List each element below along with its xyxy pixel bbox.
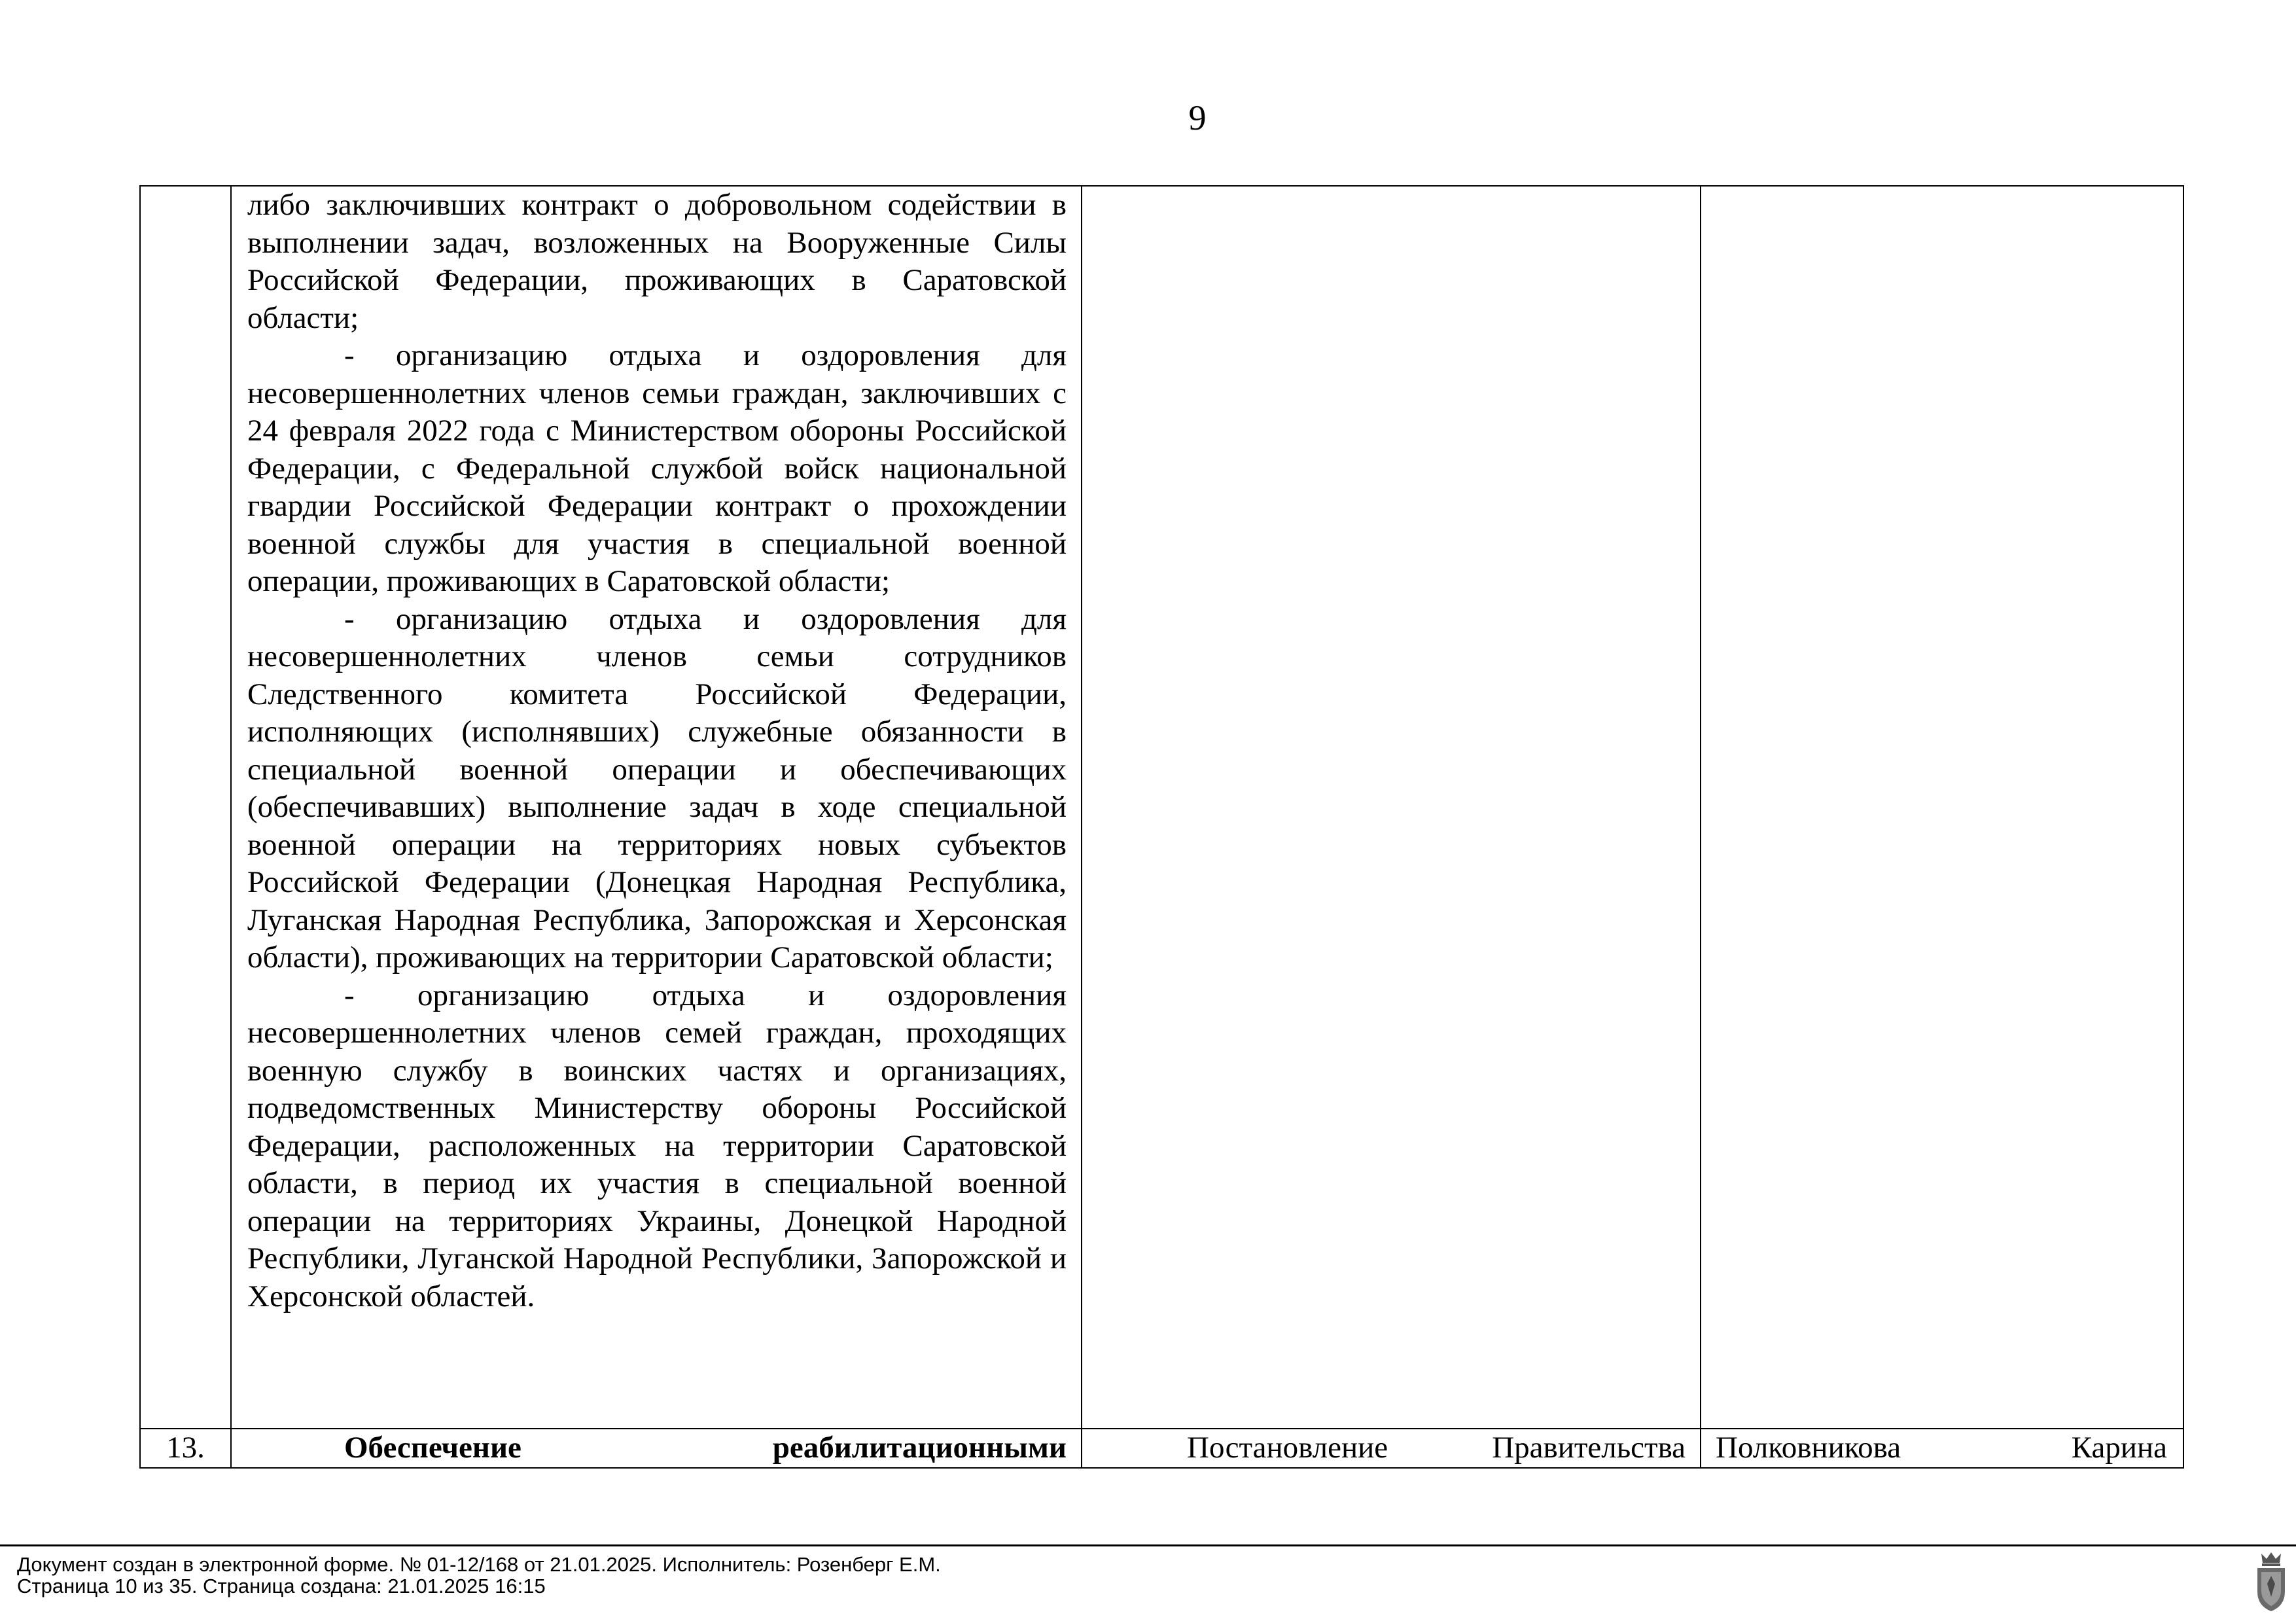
measure-paragraph: либо заключивших контракт о добровольном содействии в выполнении задач, возложенных на Вооруженные Силы Российской Федерации, проживающих в Саратовской области; <box>247 188 1067 335</box>
footer-document-info: Документ создан в электронной форме. № 01-12/168 от 21.01.2025. Исполнитель: Розенберг Е.М. <box>17 1553 941 1576</box>
act-cell <box>1082 1429 1701 1468</box>
measure-paragraph: - организацию отдыха и оздоровления несовершеннолетних членов семей граждан, проходящих военную службу в воинских частях и организациях, подведомственных Министерству обороны Российской Федерации, расположенных на территории Саратовской области, в период их участия в специальной военной операции на территориях Украины, Донецкой Народной Республики, Луганской Народной Республики, Запорожской и Херсонской областей. <box>247 978 1067 1313</box>
responsible-cell <box>1701 186 2183 1429</box>
coat-of-arms-icon <box>2255 1551 2287 1613</box>
table-row <box>140 186 2183 1429</box>
measures-table <box>139 185 2184 1469</box>
table-row <box>140 1429 2183 1468</box>
measure-paragraph: - организацию отдыха и оздоровления для несовершеннолетних членов семьи сотрудников Следственного комитета Российской Федерации, исполняющих (исполнявших) служебные обязанности в специальной военной операции и обеспечивающих (обеспечивавших) выполнение задач в ходе специальной военной операции на территориях новых субъектов Российской Федерации (Донецкая Народная Республика, Луганская Народная Республика, Запорожская и Херсонская области), проживающих на территории Саратовской области; <box>247 601 1067 974</box>
act-cell <box>1082 186 1701 1429</box>
measure-cell <box>231 1429 1082 1468</box>
responsible-text: Полковникова Карина <box>1716 1431 2167 1465</box>
measure-paragraph: - организацию отдыха и оздоровления для несовершеннолетних членов семьи граждан, заключивших с 24 февраля 2022 года с Министерством обороны Российской Федерации, с Федеральной службой войск национальной гвардии Российской Федерации контракт о прохождении военной службы для участия в специальной военной операции, проживающих в Саратовской области; <box>247 338 1067 598</box>
responsible-cell <box>1701 1429 2183 1468</box>
document-footer <box>17 1554 941 1597</box>
row-number-cell: 13. <box>140 1429 231 1468</box>
measure-cell <box>231 186 1082 1429</box>
footer-divider <box>0 1544 2296 1546</box>
row-number-cell <box>140 186 231 1429</box>
page-number: 9 <box>1188 98 1207 137</box>
measure-title: Обеспечение реабилитационными <box>344 1431 1067 1465</box>
footer-page-info: Страница 10 из 35. Страница создана: 21.01.2025 16:15 <box>17 1575 546 1597</box>
act-text: Постановление Правительства <box>1187 1431 1686 1465</box>
